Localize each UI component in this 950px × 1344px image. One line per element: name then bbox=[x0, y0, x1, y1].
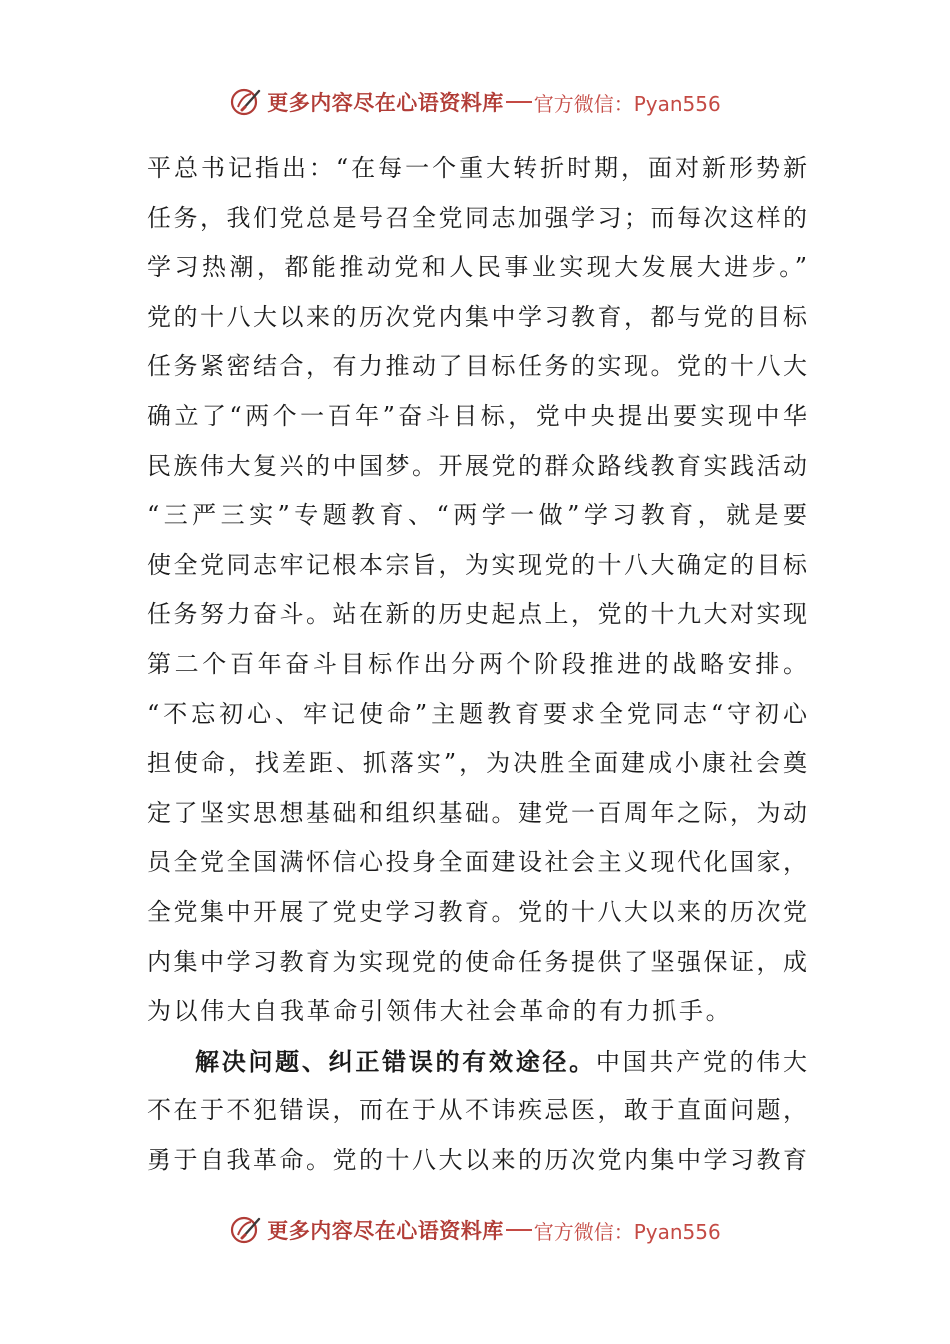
text-line: 为以伟大自我革命引领伟大社会革命的有力抓手。 bbox=[147, 997, 733, 1026]
footer-banner bbox=[0, 1208, 950, 1252]
text-line: 平总书记指出：“在每一个重大转折时期，面对新形势新 bbox=[147, 154, 807, 182]
text-line: 任务，我们党总是号召全党同志加强学习；而每次这样的 bbox=[147, 203, 807, 232]
text-line: 任务紧密结合，有力推动了目标任务的实现。党的十八大 bbox=[147, 352, 807, 381]
text-line: 第二个百年奋斗目标作出分两个阶段推进的战略安排。 bbox=[147, 649, 807, 678]
text-line: 任务努力奋斗。站在新的历史起点上，党的十九大对实现 bbox=[147, 600, 807, 629]
text-line: 学习热潮，都能推动党和人民事业实现大发展大进步。” bbox=[147, 253, 807, 282]
text-line: 确立了“两个一百年”奋斗目标，党中央提出要实现中华 bbox=[147, 401, 807, 430]
footer-brand-text: 更多内容尽在心语资料库 bbox=[267, 1218, 504, 1243]
paragraph-2-first-line bbox=[147, 1037, 807, 1087]
brand-logo-icon bbox=[229, 85, 263, 119]
header-brand-text: 更多内容尽在心语资料库 bbox=[267, 90, 504, 115]
document-body bbox=[147, 144, 807, 1185]
text-line: 勇于自我革命。党的十八大以来的历次党内集中学习教育 bbox=[147, 1145, 807, 1174]
text-line: “不忘初心、牢记使命”主题教育要求全党同志“守初心 bbox=[147, 699, 807, 728]
text-line: 全党集中开展了党史学习教育。党的十八大以来的历次党 bbox=[147, 897, 807, 926]
text-line: 担使命，找差距、抓落实”，为决胜全面建成小康社会奠 bbox=[147, 749, 807, 778]
text-line: 员全党全国满怀信心投身全面建设社会主义现代化国家， bbox=[147, 848, 807, 877]
text-line: “三严三实”专题教育、“两学一做”学习教育，就是要 bbox=[147, 501, 807, 530]
text-line: 党的十八大以来的历次党内集中学习教育，都与党的目标 bbox=[147, 302, 807, 331]
paragraph-2-first-line-rest: 中国共产党的伟大 bbox=[595, 1047, 808, 1076]
header-dash bbox=[506, 101, 532, 103]
text-line: 内集中学习教育为实现党的使命任务提供了坚强保证，成 bbox=[147, 947, 807, 976]
text-line: 定了坚实思想基础和组织基础。建党一百周年之际，为动 bbox=[147, 798, 807, 827]
footer-dash bbox=[506, 1229, 532, 1231]
header-banner bbox=[0, 80, 950, 124]
brand-logo-icon bbox=[229, 1213, 263, 1247]
header-contact-text: 官方微信：Pyan556 bbox=[533, 91, 721, 116]
footer-contact-text: 官方微信：Pyan556 bbox=[533, 1219, 721, 1244]
text-line: 民族伟大复兴的中国梦。开展党的群众路线教育实践活动 bbox=[147, 451, 807, 480]
paragraph-2-heading: 解决问题、纠正错误的有效途径。 bbox=[195, 1046, 596, 1076]
text-line: 使全党同志牢记根本宗旨，为实现党的十八大确定的目标 bbox=[147, 550, 807, 579]
text-line: 不在于不犯错误，而在于从不讳疾忌医，敢于直面问题， bbox=[147, 1096, 807, 1125]
